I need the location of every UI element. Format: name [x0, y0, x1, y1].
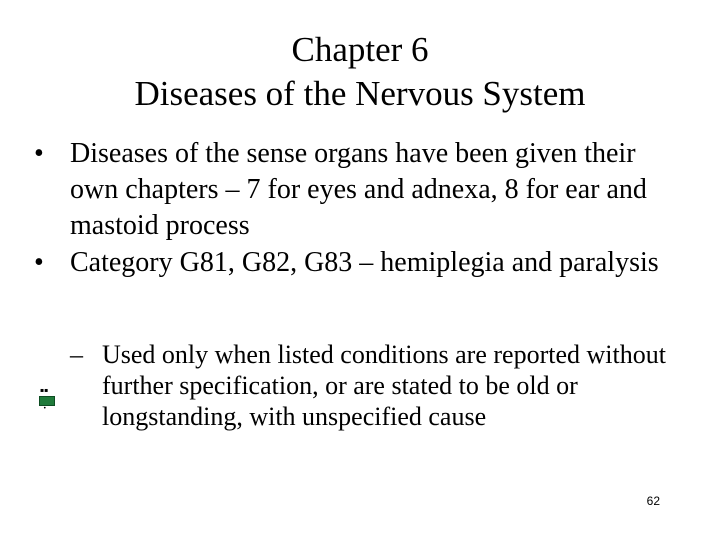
bullet-list	[34, 136, 674, 282]
bullet-item	[34, 245, 674, 281]
title-line-1: Chapter 6	[291, 30, 429, 69]
page-number: 62	[646, 494, 660, 508]
logo-box	[39, 396, 55, 406]
sub-bullet-text: Used only when listed conditions are reported without further specification, or are stated to be old or longstanding, with unspecified cause	[102, 340, 666, 431]
bullet-symbol: •	[34, 247, 44, 278]
slide-title	[0, 28, 720, 116]
title-line-2: Diseases of the Nervous System	[134, 74, 586, 113]
bullet-item	[34, 136, 674, 244]
small-green-logo-icon	[38, 388, 56, 418]
bullet-text: Diseases of the sense organs have been given their own chapters – 7 for eyes and adnexa, 8 for ear and mastoid process	[70, 138, 647, 241]
sub-bullet-item	[70, 339, 720, 432]
bullet-text: Category G81, G82, G83 – hemiplegia and paralysis	[70, 247, 659, 278]
sub-bullet-symbol: –	[70, 340, 83, 369]
bullet-symbol: •	[34, 138, 44, 169]
logo-mark: ▪▪	[40, 387, 49, 394]
logo-dot: •	[43, 405, 47, 412]
